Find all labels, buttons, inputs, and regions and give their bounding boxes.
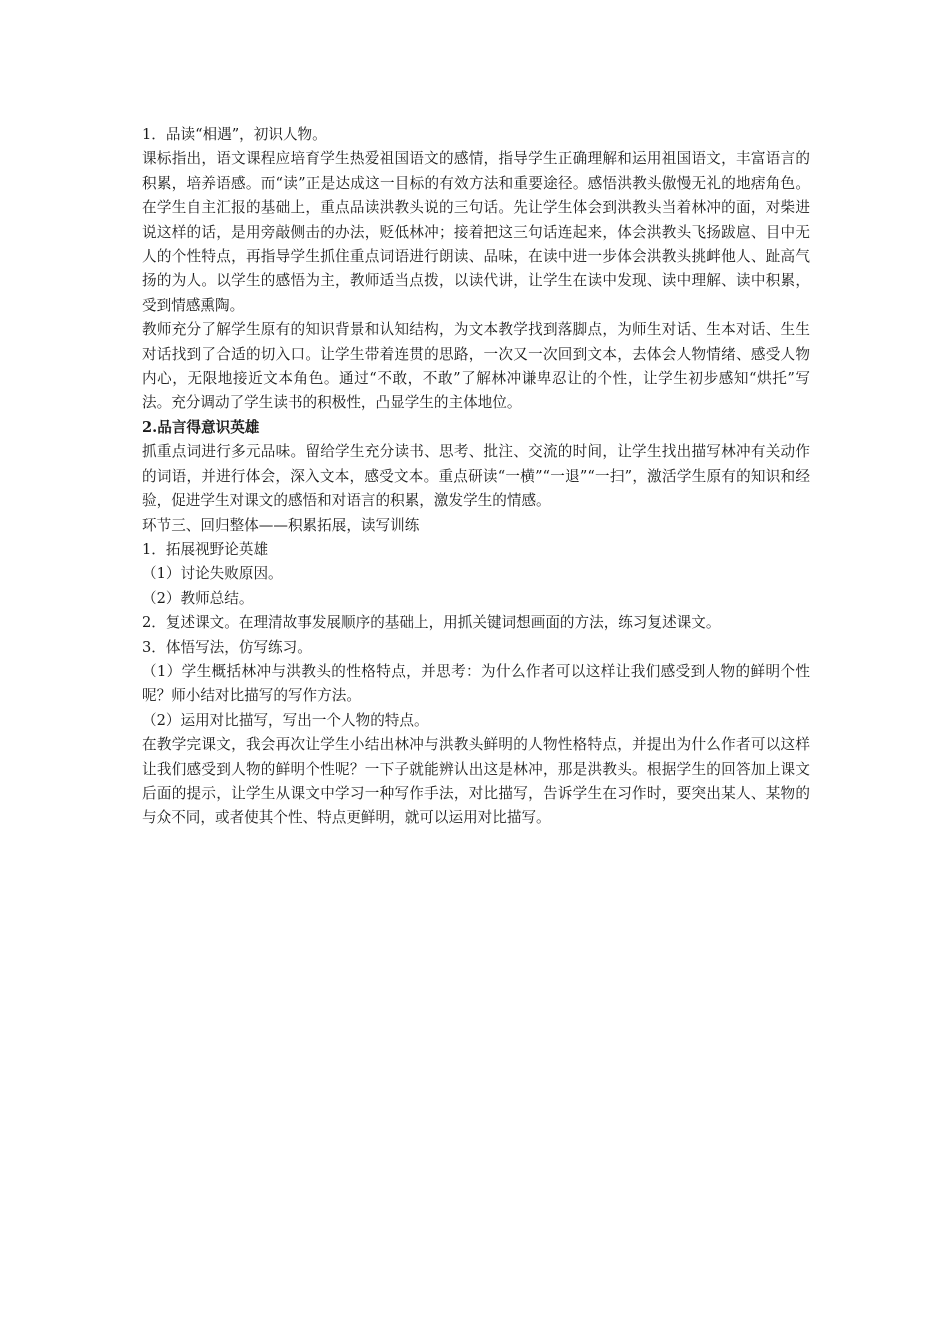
list-item-expand-view: 1．拓展视野论英雄 (142, 540, 269, 558)
paragraph-curriculum-standard: 课标指出，语文课程应培育学生热爱祖国语文的感情，指导学生正确理解和运用祖国语文，丰富语言的积累，培养语感。而“读”正是达成这一目标的有效方法和重要途径。感悟洪教头傲慢无礼的地痞角色。在学生自主汇报的基础上，重点品读洪教头说的三句话。先让学生体会到洪教头当着林冲的面，对柴进说这样的话，是用旁敲侧击的办法，贬低林冲；接着把这三句话连起来，体会洪教头飞扬跋扈、目中无人的个性特点，再指导学生抓住重点词语进行朗读、品味，在读中进一步体会洪教头挑衅他人、趾高气扬的为人。以学生的感悟为主，教师适当点拨，以读代讲，让学生在读中发现、读中理解、读中积累，受到情感熏陶。 (142, 150, 810, 314)
paragraph-teacher-understanding: 教师充分了解学生原有的知识背景和认知结构，为文本教学找到落脚点，为师生对话、生本对话、生生对话找到了合适的切入口。让学生带着连贯的思路，一次又一次回到文本，去体会人物情绪、感受人物内心，无限地接近文本角色。通过“不敢，不敢”了解林冲谦卑忍让的个性，让学生初步感知“烘托”写法。充分调动了学生读书的积极性，凸显学生的主体地位。 (142, 321, 810, 412)
list-item-writing-practice: 3．体悟写法，仿写练习。 (142, 638, 312, 656)
section-heading-stage-three: 环节三、回归整体——积累拓展，读写训练 (142, 516, 420, 534)
section-heading-hero: 2.品言得意识英雄 (142, 418, 260, 436)
paragraph-conclusion: 在教学完课文，我会再次让学生小结出林冲与洪教头鲜明的人物性格特点，并提出为什么作者可以这样让我们感受到人物的鲜明个性呢？一下子就能辨认出这是林冲，那是洪教头。根据学生的回答加上课文后面的提示，让学生从课文中学习一种写作手法，对比描写，告诉学生在习作时，要突出某人、某物的与众不同，或者使其个性、特点更鲜明，就可以运用对比描写。 (142, 736, 810, 827)
document-body (142, 123, 810, 831)
section-heading-reading-encounter: 1．品读“相遇”，初识人物。 (142, 126, 327, 143)
list-item-discuss-failure: （1）讨论失败原因。 (142, 565, 283, 583)
list-item-teacher-summary: （2）教师总结。 (142, 589, 254, 607)
list-item-retell: 2．复述课文。在理清故事发展顺序的基础上，用抓关键词想画面的方法，练习复述课文。 (142, 614, 721, 632)
list-item-contrast-writing: （2）运用对比描写，写出一个人物的特点。 (142, 711, 429, 729)
paragraph-key-words: 抓重点词进行多元品味。留给学生充分读书、思考、批注、交流的时间，让学生找出描写林冲有关动作的词语，并进行体会，深入文本，感受文本。重点研读“一横”“一退”“一扫”，激活学生原有的知识和经验，促进学生对课文的感悟和对语言的积累，激发学生的情感。 (142, 443, 810, 510)
list-item-character-traits: （1）学生概括林冲与洪教头的性格特点，并思考：为什么作者可以这样让我们感受到人物的鲜明个性呢？师小结对比描写的写作方法。 (142, 662, 810, 705)
